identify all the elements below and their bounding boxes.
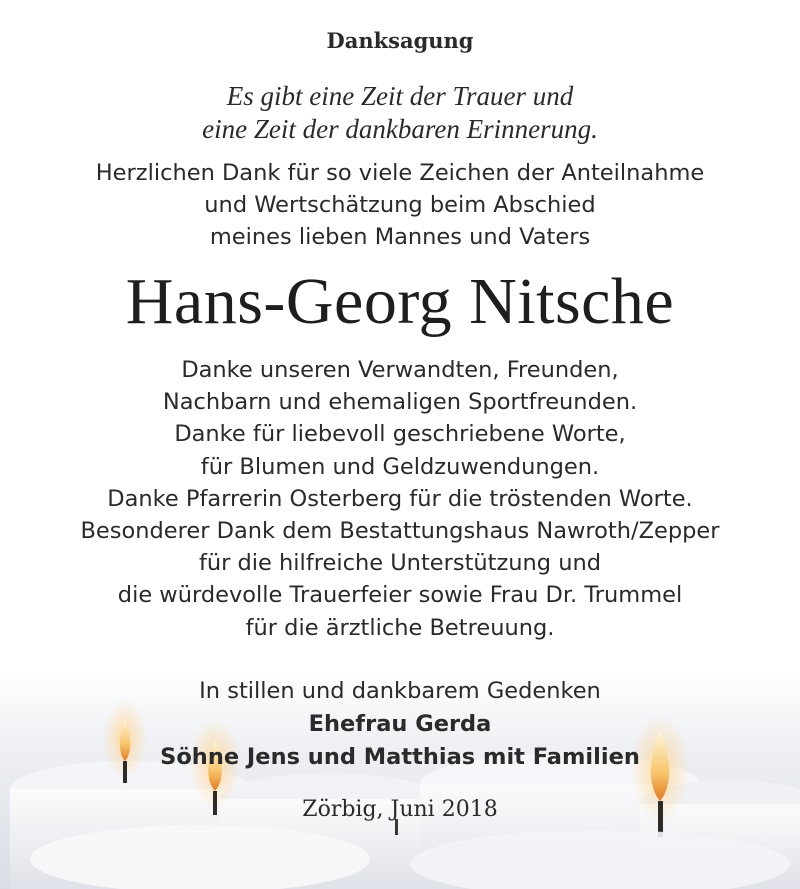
intro-line: und Wertschätzung beim Abschied [204, 192, 596, 218]
thanks-line: die würdevolle Trauerfeier sowie Frau Dr. Trummel [117, 582, 683, 609]
place-date: Zörbig, Juni 2018 [302, 797, 498, 822]
thanks-line: Danke Pfarrerin Osterberg für die tröstenden Worte. [107, 485, 693, 512]
thanks-line: Besonderer Dank dem Bestattungshaus Nawroth/Zepper [80, 518, 720, 545]
thanks-line: Nachbarn und ehemaligen Sportfreunden. [162, 389, 638, 416]
intro-text [0, 157, 800, 253]
closing-block [0, 675, 800, 774]
thanks-line: für Blumen und Geldzuwendungen. [200, 453, 600, 480]
deceased-name: Hans-Georg Nitsche [125, 265, 675, 338]
thanks-line: Danke unseren Verwandten, Freunden, [181, 357, 619, 383]
thanks-line: für die ärztliche Betreuung. [245, 614, 555, 641]
motto-line: Es gibt eine Zeit der Trauer und [226, 81, 574, 111]
closing-line: In stillen und dankbarem Gedenken [199, 678, 601, 704]
intro-line: meines lieben Mannes und Vaters [209, 224, 591, 250]
notice-heading: Danksagung [326, 28, 474, 53]
intro-line: Herzlichen Dank für so viele Zeichen der Anteilnahme [95, 160, 705, 186]
motto [0, 80, 800, 146]
thanks-text [0, 354, 800, 644]
family-line-spouse: Ehefrau Gerda [308, 711, 492, 737]
thanks-line: Danke für liebevoll geschriebene Worte, [174, 421, 626, 448]
thanks-line: für die hilfreiche Unterstützung und [198, 550, 602, 577]
family-line-sons: Söhne Jens und Matthias mit Familien [160, 744, 640, 770]
motto-line: eine Zeit der dankbaren Erinnerung. [202, 114, 598, 144]
